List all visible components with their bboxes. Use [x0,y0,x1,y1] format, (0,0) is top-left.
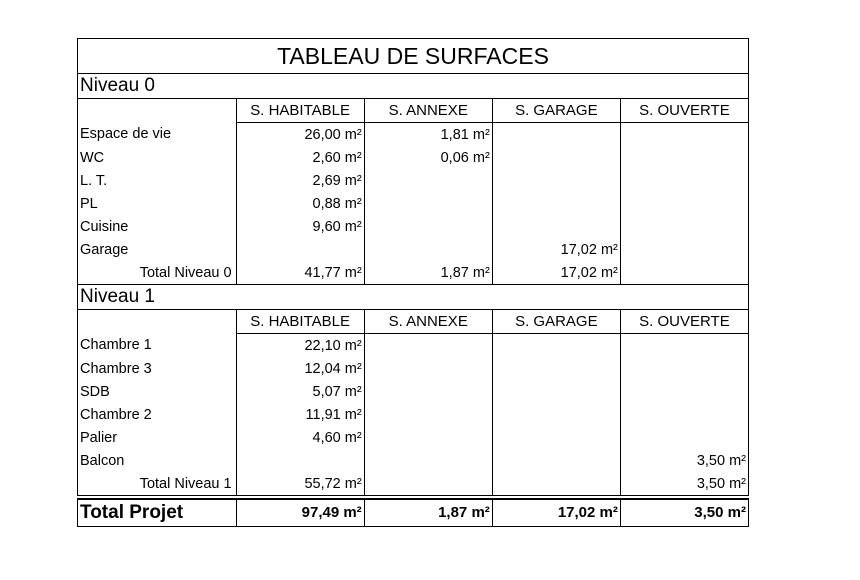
column-header: S. OUVERTE [620,310,748,334]
surface-garage [492,146,620,169]
total-ouverte: 3,50 m² [620,472,748,496]
room-label: Espace de vie [78,123,237,147]
surface-garage [492,192,620,215]
surface-annexe [364,449,492,472]
surface-annexe [364,380,492,403]
surface-ouverte [620,380,748,403]
surface-annexe [364,215,492,238]
column-header-row [78,99,749,123]
surface-ouverte [620,238,748,261]
surface-annexe [364,238,492,261]
surface-garage [492,334,620,358]
total-annexe [364,472,492,496]
table-row [78,449,749,472]
surface-ouverte [620,169,748,192]
grand-total-row [78,499,749,527]
surface-garage [492,357,620,380]
column-header-row [78,310,749,334]
surface-garage [492,215,620,238]
surface-ouverte [620,334,748,358]
surface-habitable: 9,60 m² [236,215,364,238]
surface-habitable: 0,88 m² [236,192,364,215]
table-row [78,238,749,261]
surface-habitable: 2,69 m² [236,169,364,192]
header-blank-cell [78,99,237,123]
room-label: WC [78,146,237,169]
table-row [78,215,749,238]
grand-total-garage: 17,02 m² [492,499,620,527]
room-label: Chambre 3 [78,357,237,380]
total-garage [492,472,620,496]
surface-habitable: 11,91 m² [236,403,364,426]
surface-ouverte [620,146,748,169]
level-total-label: Total Niveau 0 [78,261,237,285]
surface-annexe: 1,81 m² [364,123,492,147]
room-label: Cuisine [78,215,237,238]
column-header: S. GARAGE [492,99,620,123]
level-title: Niveau 0 [78,74,749,99]
level-total-label: Total Niveau 1 [78,472,237,496]
table-row [78,123,749,147]
total-ouverte [620,261,748,285]
column-header: S. HABITABLE [236,310,364,334]
surface-habitable: 12,04 m² [236,357,364,380]
surfaces-table [77,38,749,527]
column-header: S. ANNEXE [364,99,492,123]
table-title: TABLEAU DE SURFACES [78,39,749,74]
surface-garage: 17,02 m² [492,238,620,261]
level-heading-row [78,74,749,99]
table-row [78,192,749,215]
surface-habitable [236,238,364,261]
column-header: S. ANNEXE [364,310,492,334]
column-header: S. GARAGE [492,310,620,334]
surface-habitable: 4,60 m² [236,426,364,449]
surface-habitable: 2,60 m² [236,146,364,169]
table-row [78,334,749,358]
column-header: S. OUVERTE [620,99,748,123]
surface-annexe [364,426,492,449]
surface-habitable: 26,00 m² [236,123,364,147]
surface-ouverte [620,215,748,238]
surface-annexe [364,403,492,426]
level-title: Niveau 1 [78,285,749,310]
total-annexe: 1,87 m² [364,261,492,285]
table-row [78,380,749,403]
surface-garage [492,123,620,147]
grand-total-ouverte: 3,50 m² [620,499,748,527]
table-row [78,146,749,169]
table-row [78,403,749,426]
surface-annexe [364,357,492,380]
room-label: Chambre 1 [78,334,237,358]
surface-garage [492,380,620,403]
room-label: Garage [78,238,237,261]
grand-total-label: Total Projet [78,499,237,527]
table-row [78,426,749,449]
surface-ouverte [620,426,748,449]
surface-annexe [364,192,492,215]
surface-garage [492,169,620,192]
surface-annexe: 0,06 m² [364,146,492,169]
column-header: S. HABITABLE [236,99,364,123]
level-heading-row [78,285,749,310]
surface-annexe [364,169,492,192]
total-habitable: 55,72 m² [236,472,364,496]
total-garage: 17,02 m² [492,261,620,285]
surface-garage [492,403,620,426]
grand-total-annexe: 1,87 m² [364,499,492,527]
level-total-row [78,261,749,285]
surface-ouverte: 3,50 m² [620,449,748,472]
room-label: Chambre 2 [78,403,237,426]
title-row [78,39,749,74]
surface-habitable: 22,10 m² [236,334,364,358]
surface-annexe [364,334,492,358]
room-label: Palier [78,426,237,449]
table-row [78,357,749,380]
surface-habitable: 5,07 m² [236,380,364,403]
surface-ouverte [620,123,748,147]
table-row [78,169,749,192]
room-label: PL [78,192,237,215]
room-label: SDB [78,380,237,403]
level-total-row [78,472,749,496]
room-label: L. T. [78,169,237,192]
surface-garage [492,449,620,472]
header-blank-cell [78,310,237,334]
surface-ouverte [620,403,748,426]
total-habitable: 41,77 m² [236,261,364,285]
surface-garage [492,426,620,449]
room-label: Balcon [78,449,237,472]
grand-total-habitable: 97,49 m² [236,499,364,527]
surface-ouverte [620,192,748,215]
surface-ouverte [620,357,748,380]
surface-habitable [236,449,364,472]
